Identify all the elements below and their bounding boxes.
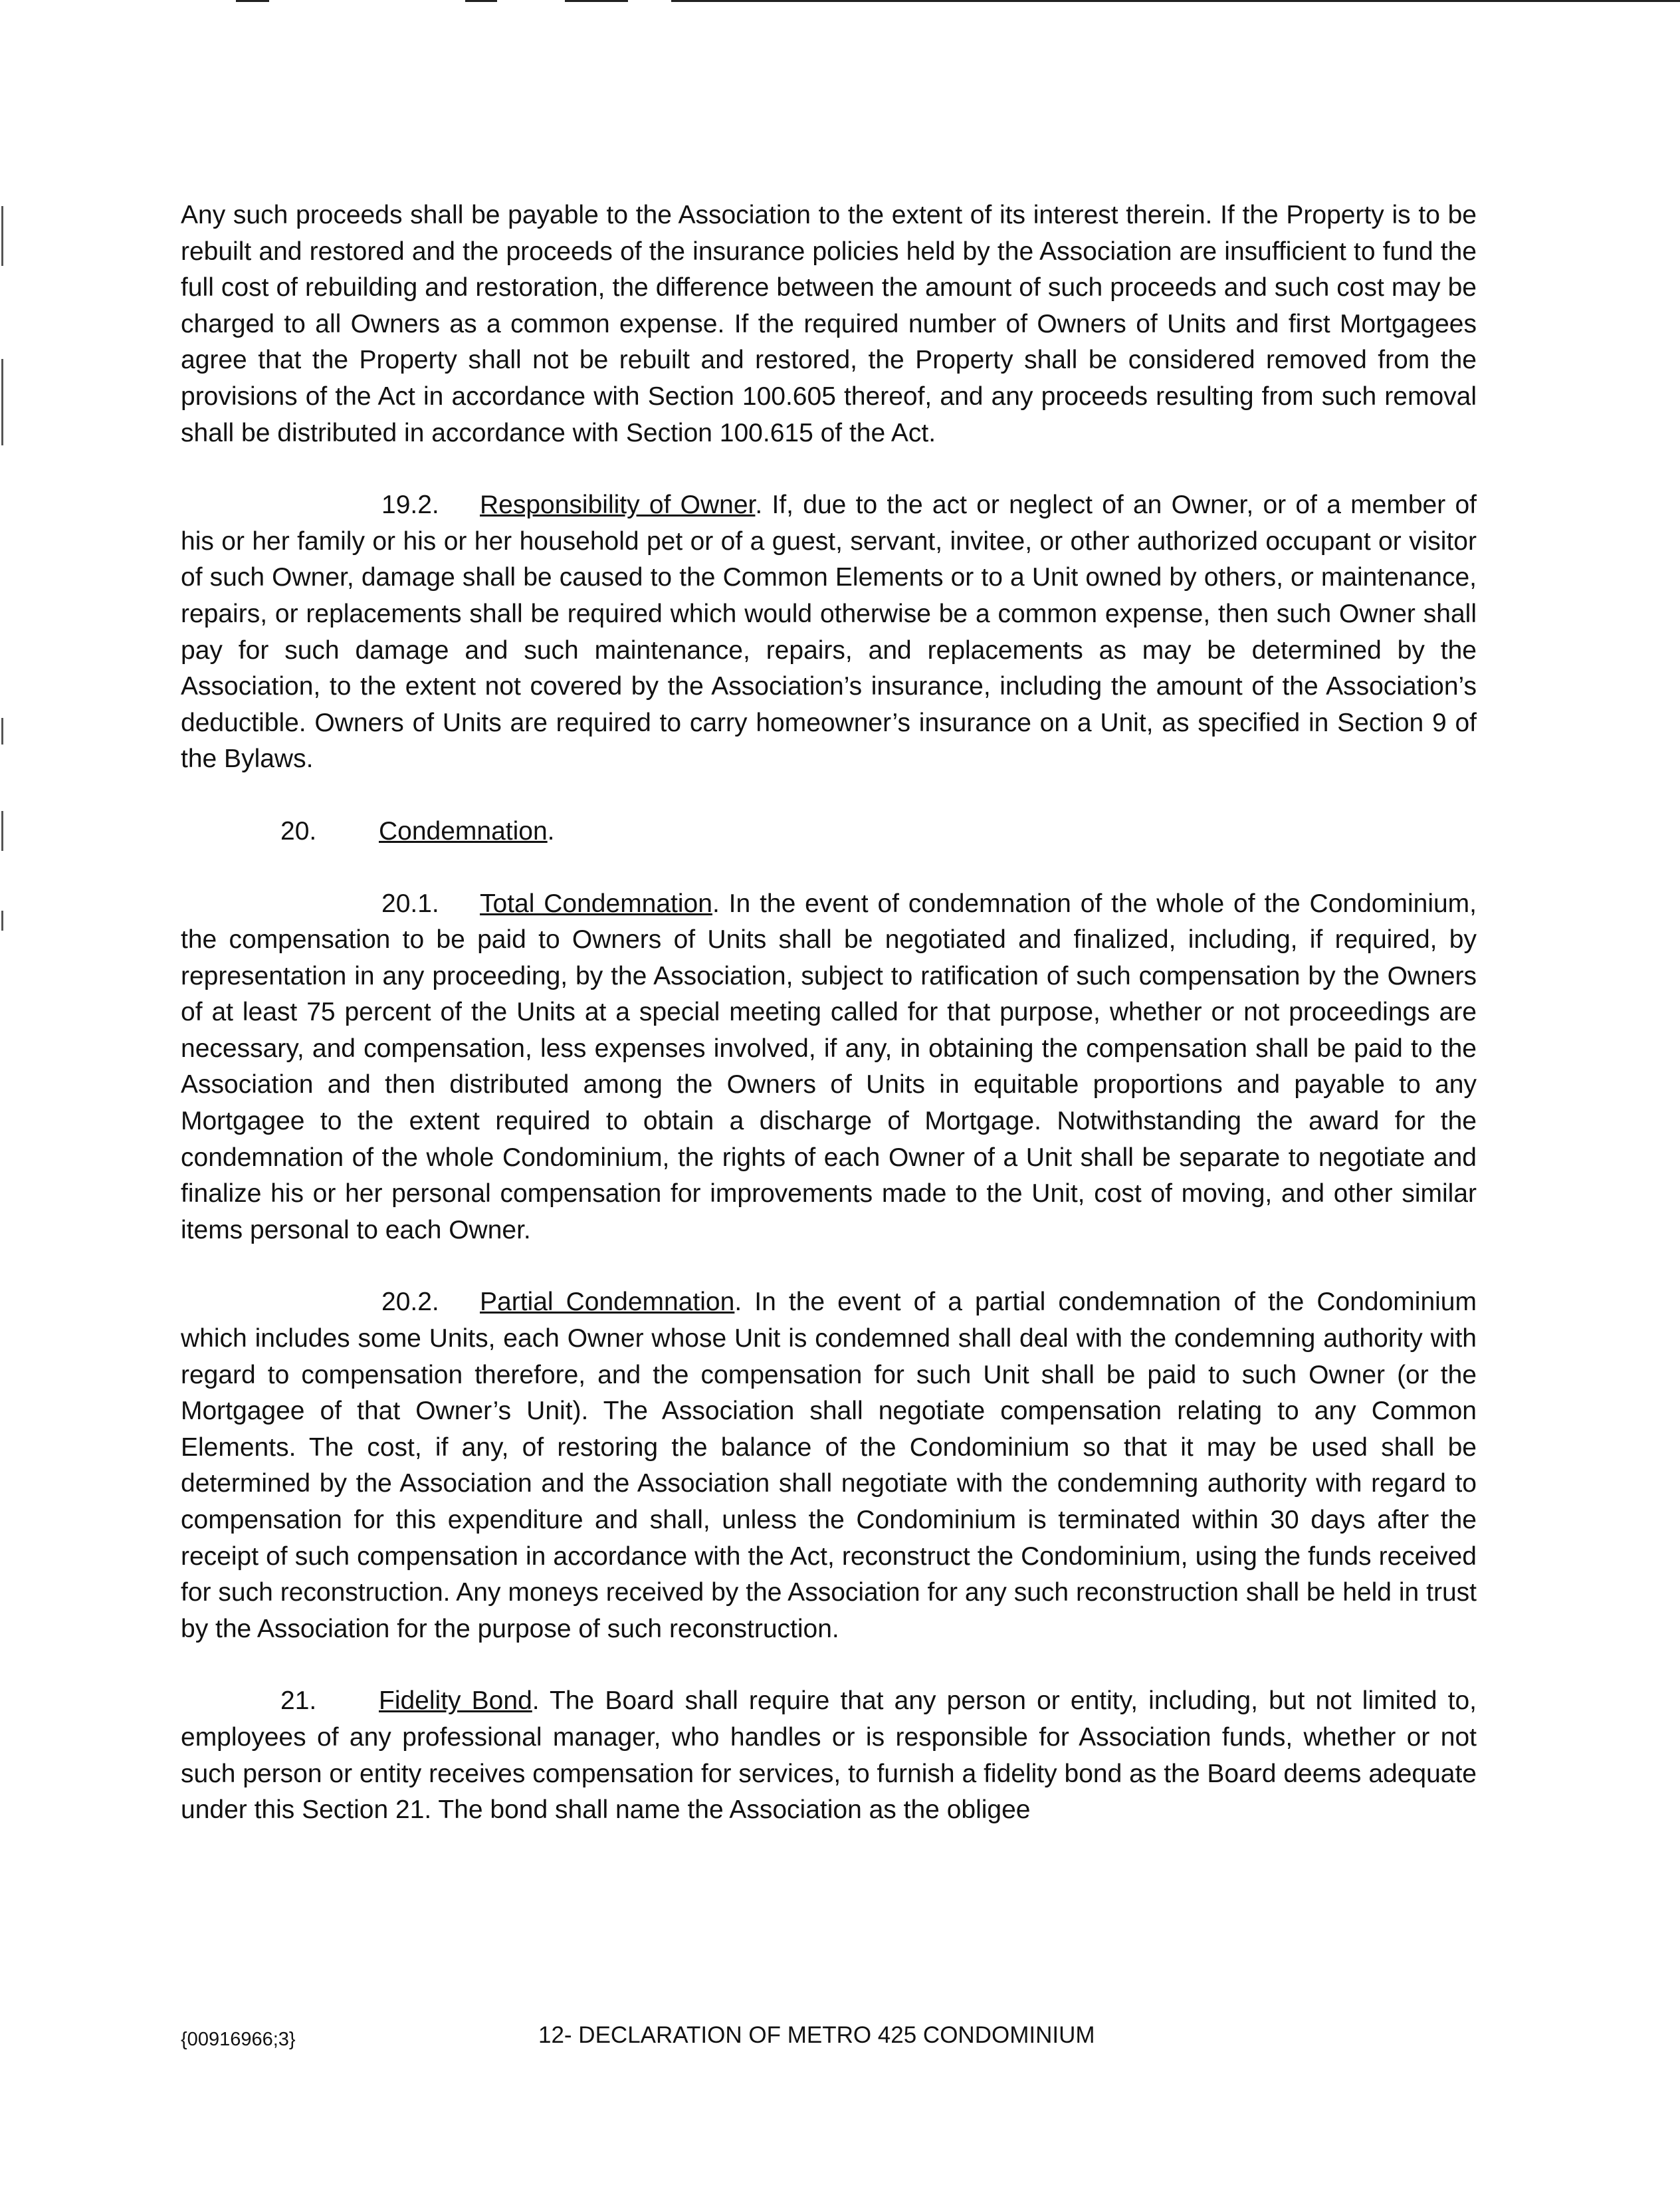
scan-top-rule xyxy=(671,0,1680,2)
section-text: . xyxy=(547,816,555,846)
section-number: 19.2. xyxy=(381,491,439,520)
paragraph-text: Any such proceeds shall be payable to the Association to the extent of its interest therein. If the Property is to be rebuilt and restored and the proceeds of the insurance policies held by the Association are insufficient to fund the full cost of rebuilding and restoration, the difference between the amount of such proceeds and such cost may be charged to all Owners as a common expense. If the required number of Owners of Units and first Mortgagees agree that the Property shall not be rebuilt and restored, the Property shall be considered removed from the provisions of the Act in accordance with Section 100.605 thereof, and any proceeds resulting from such removal shall be distributed in accordance with Section 100.615 of the Act. xyxy=(181,201,1477,447)
section-title: Condemnation xyxy=(379,816,548,846)
section-20-2 xyxy=(181,1284,1477,1647)
scan-edge-mark xyxy=(1,811,3,851)
section-21 xyxy=(181,1683,1477,1828)
section-number: 21. xyxy=(280,1686,317,1716)
section-20-1 xyxy=(181,886,1477,1249)
scan-edge-mark xyxy=(1,911,3,931)
footer-page-title: 12- DECLARATION OF METRO 425 CONDOMINIUM xyxy=(538,2022,1095,2048)
section-title: Partial Condemnation xyxy=(480,1288,735,1317)
section-title: Fidelity Bond xyxy=(379,1686,532,1716)
page-footer xyxy=(0,2017,1680,2051)
scan-edge-mark xyxy=(1,206,3,266)
paragraph-insurance-proceeds xyxy=(181,197,1477,451)
section-text: . In the event of condemnation of the whole of the Condominium, the compensation to be paid to Owners of Units shall be negotiated and finalized, including, if required, by representation in any proceeding, by the Association, subject to ratification of such compensation by the Owners of at least 75 percent of the Units at a special meeting called for that purpose, whether or not proceedings are necessary, and compensation, less expenses involved, if any, in obtaining the compensation shall be paid to the Association and then distributed among the Owners of Units in equitable proportions and payable to any Mortgagee to the extent required to obtain a discharge of Mortgage. Notwithstanding the award for the condemnation of the whole Condominium, the rights of each Owner of a Unit shall be separate to negotiate and finalize his or her personal compensation for improvements made to the Unit, cost of moving, and other similar items personal to each Owner. xyxy=(181,889,1477,1244)
scan-edge-mark xyxy=(1,359,3,445)
section-19-2 xyxy=(181,487,1477,778)
scan-top-rule xyxy=(236,0,269,2)
section-number: 20.1. xyxy=(381,889,439,918)
scan-top-rule xyxy=(465,0,497,2)
section-number: 20. xyxy=(280,816,317,846)
section-number: 20.2. xyxy=(381,1288,439,1317)
scan-top-rule xyxy=(565,0,628,2)
section-20-heading xyxy=(181,814,1477,850)
section-text: . The Board shall require that any person or entity, including, but not limited to, employees of any professional manager, who handles or is responsible for Association funds, whether or not such person or entity receives compensation for services, to furnish a fidelity bond as the Board deems adequate under this Section 21. The bond shall name the Association as the obligee xyxy=(181,1686,1477,1825)
section-text: . In the event of a partial condemnation of the Condominium which includes some Units, each Owner whose Unit is condemned shall deal with the condemning authority with regard to compensation therefore, and the compensation for such Unit shall be paid to such Owner (or the Mortgagee of that Owner’s Unit). The Association shall negotiate compensation relating to any Common Elements. The cost, if any, of restoring the balance of the Condominium so that it may be used shall be determined by the Association and the Association shall negotiate with the condemning authority with regard to compensation for this expenditure and shall, unless the Condominium is terminated within 30 days after the receipt of such compensation in accordance with the Act, reconstruct the Condominium, using the funds received for such reconstruction. Any moneys received by the Association for any such reconstruction shall be held in trust by the Association for the purpose of such reconstruction. xyxy=(181,1288,1477,1643)
footer-document-id: {00916966;3} xyxy=(181,2029,296,2050)
section-text: . If, due to the act or neglect of an Owner, or of a member of his or her family or his or her household pet or of a guest, servant, invitee, or other authorized occupant or visitor of such Owner, damage shall be caused to the Common Elements or to a Unit owned by others, or maintenance, repairs, or replacements shall be required which would otherwise be a common expense, then such Owner shall pay for such damage and such maintenance, repairs, and replacements as may be determined by the Association, to the extent not covered by the Association’s insurance, including the amount of the Association’s deductible. Owners of Units are required to carry homeowner’s insurance on a Unit, as specified in Section 9 of the Bylaws. xyxy=(181,491,1477,774)
scan-edge-mark xyxy=(1,718,3,745)
section-title: Responsibility of Owner xyxy=(480,491,756,520)
document-body xyxy=(181,197,1477,1829)
section-title: Total Condemnation xyxy=(480,889,712,918)
